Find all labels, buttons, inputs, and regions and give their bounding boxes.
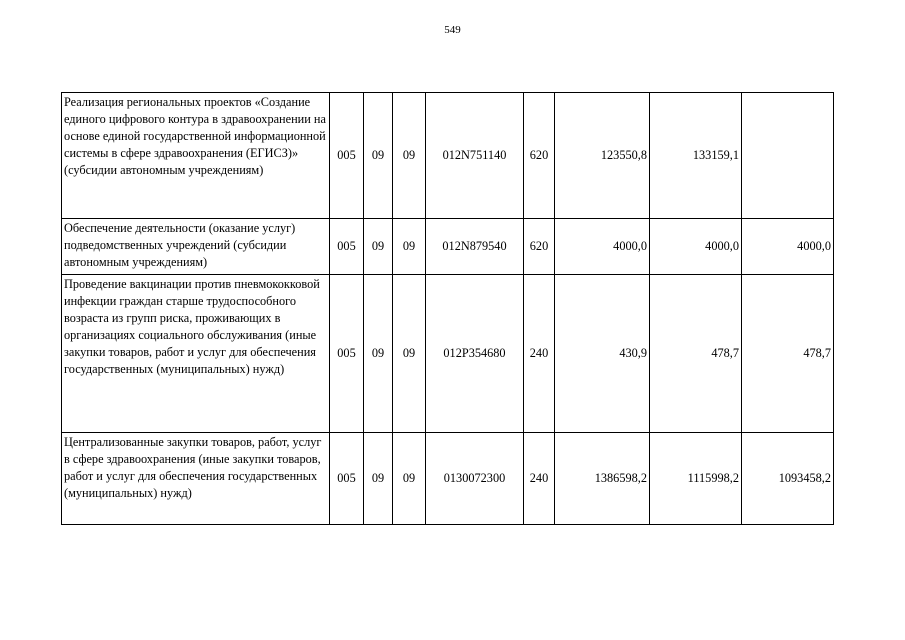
table-row [62,275,834,433]
amount-year-1-cell: 4000,0 [555,219,650,275]
amount-year-1-cell: 123550,8 [555,93,650,219]
amount-year-1-cell: 430,9 [555,275,650,433]
expense-name-cell: Проведение вакцинации против пневмококковой инфекции граждан старше трудоспособного возраста из групп риска, проживающих в организациях социального обслуживания (иные закупки товаров, работ и услуг для обеспечения государственных (муниципальных) нужд) [62,275,330,433]
amount-year-2-cell: 478,7 [650,275,742,433]
section-code-cell: 09 [364,93,393,219]
ministry-code-cell: 005 [330,275,364,433]
section-code-cell: 09 [364,219,393,275]
page-number: 549 [444,24,461,36]
expense-name-cell: Централизованные закупки товаров, работ, услуг в сфере здравоохранения (иные закупки товаров, работ и услуг для обеспечения государственных (муниципальных) нужд) [62,433,330,525]
amount-year-3-cell [742,93,834,219]
ministry-code-cell: 005 [330,93,364,219]
amount-year-3-cell: 1093458,2 [742,433,834,525]
ministry-code-cell: 005 [330,219,364,275]
subsection-code-cell: 09 [393,219,426,275]
amount-year-3-cell: 4000,0 [742,219,834,275]
target-article-cell: 012P354680 [426,275,524,433]
target-article-cell: 0130072300 [426,433,524,525]
subsection-code-cell: 09 [393,275,426,433]
section-code-cell: 09 [364,433,393,525]
table-row [62,219,834,275]
expense-type-cell: 240 [524,275,555,433]
target-article-cell: 012N751140 [426,93,524,219]
subsection-code-cell: 09 [393,93,426,219]
table-row [62,433,834,525]
expense-type-cell: 620 [524,219,555,275]
ministry-code-cell: 005 [330,433,364,525]
subsection-code-cell: 09 [393,433,426,525]
amount-year-1-cell: 1386598,2 [555,433,650,525]
amount-year-3-cell: 478,7 [742,275,834,433]
amount-year-2-cell: 1115998,2 [650,433,742,525]
budget-table [61,92,834,525]
expense-name-cell: Реализация региональных проектов «Создание единого цифрового контура в здравоохранении на основе единой государственной информационной системы в сфере здравоохранения (ЕГИСЗ)» (субсидии автономным учреждениям) [62,93,330,219]
amount-year-2-cell: 133159,1 [650,93,742,219]
expense-name-cell: Обеспечение деятельности (оказание услуг) подведомственных учреждений (субсидии автономным учреждениям) [62,219,330,275]
expense-type-cell: 240 [524,433,555,525]
section-code-cell: 09 [364,275,393,433]
amount-year-2-cell: 4000,0 [650,219,742,275]
expense-type-cell: 620 [524,93,555,219]
table-row [62,93,834,219]
target-article-cell: 012N879540 [426,219,524,275]
